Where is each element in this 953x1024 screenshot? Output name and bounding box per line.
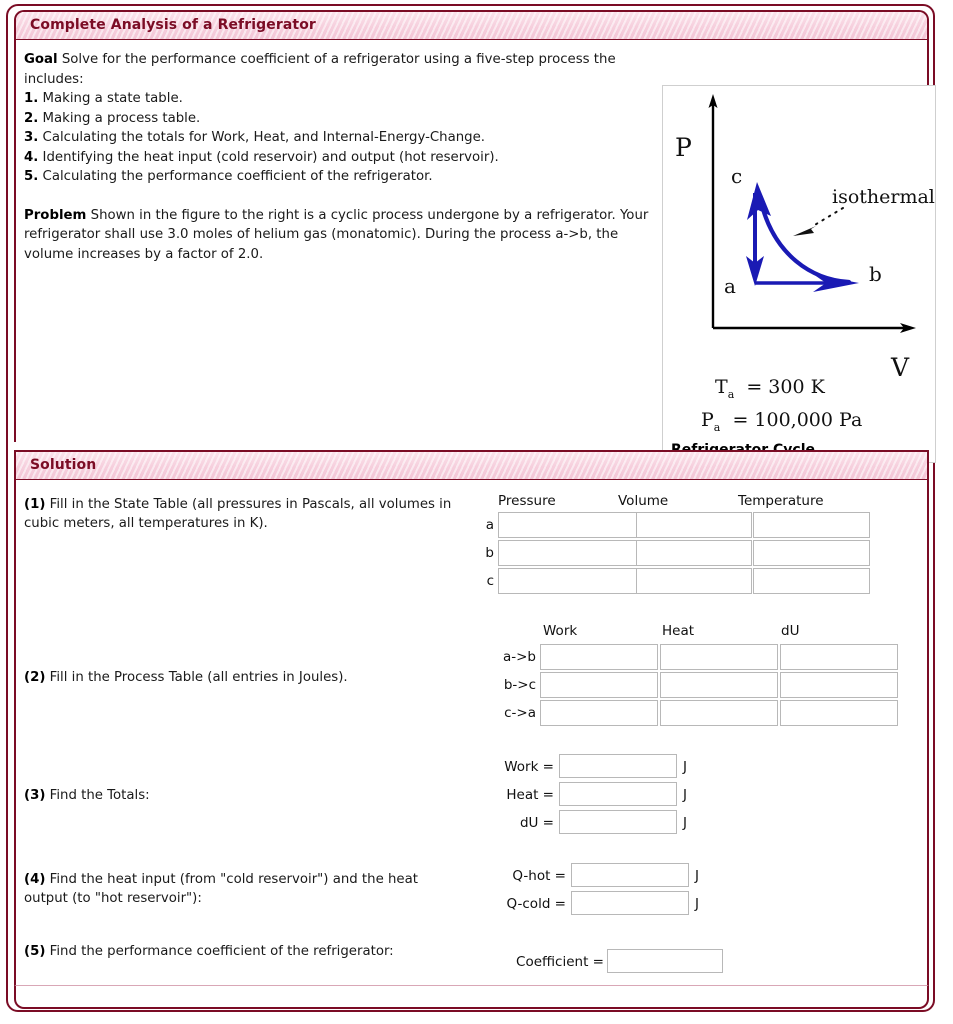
state-table-cell-a-volume[interactable] <box>636 512 752 538</box>
reservoir-input-q-hot[interactable] <box>571 863 689 887</box>
question-2-number: (2) <box>24 670 46 685</box>
goal-step-5-num: 5. <box>24 169 39 184</box>
totals-input-du[interactable] <box>559 810 677 834</box>
goal-text: Solve for the performance coefficient of a refrigerator using a five-step process the includes: <box>24 52 616 87</box>
question-5-number: (5) <box>24 944 46 959</box>
goal-step-1 <box>24 89 649 109</box>
pv-diagram-svg <box>663 86 935 462</box>
process-table-cell-bc-du[interactable] <box>780 672 898 698</box>
goal-step-4 <box>24 148 649 168</box>
question-3-number: (3) <box>24 788 46 803</box>
given-temperature-a <box>715 376 825 401</box>
question-4-text: Find the heat input (from "cold reservoir") and the heat output (to "hot reservoir"): <box>24 872 418 906</box>
goal-step-4-num: 4. <box>24 149 39 165</box>
state-table-cell-c-pressure[interactable] <box>498 568 641 594</box>
solution-panel-header <box>16 452 927 480</box>
totals-label-heat: Heat = <box>506 787 554 803</box>
given-T-value: = 300 K <box>746 376 825 398</box>
coefficient-input[interactable] <box>607 949 723 973</box>
goal-step-5-text: Calculating the performance coefficient of the refrigerator. <box>42 169 433 184</box>
reservoir-input-q-cold[interactable] <box>571 891 689 915</box>
process-table-rowlabel-ab: a->b <box>502 649 536 665</box>
page-footer-bar <box>14 985 929 1009</box>
pv-arrow-b-to-c <box>747 182 771 220</box>
problem-statement <box>24 206 649 265</box>
process-table-cell-ca-work[interactable] <box>540 700 658 726</box>
state-table-header-volume: Volume <box>618 493 669 509</box>
question-4-number: (4) <box>24 872 46 887</box>
pv-isothermal-leader-arrowhead <box>793 226 816 236</box>
pv-point-label-c: c <box>731 164 743 188</box>
totals-input-work[interactable] <box>559 754 677 778</box>
coefficient-label: Coefficient = <box>516 954 604 970</box>
question-2-prompt <box>24 668 464 687</box>
solution-panel-body <box>16 481 927 985</box>
state-table-rowlabel-b: b <box>485 545 494 561</box>
process-table-cell-ab-work[interactable] <box>540 644 658 670</box>
question-1-text: Fill in the State Table (all pressures in Pascals, all volumes in cubic meters, all temperatures in K). <box>24 497 452 531</box>
state-table-cell-c-temperature[interactable] <box>753 568 870 594</box>
state-table-rowlabel-c: c <box>486 573 494 589</box>
question-4-prompt <box>24 870 464 908</box>
process-table-header-work: Work <box>543 623 578 639</box>
totals-input-heat[interactable] <box>559 782 677 806</box>
given-pressure-a <box>701 409 862 434</box>
process-table-cell-ab-du[interactable] <box>780 644 898 670</box>
goal-step-4-text: Identifying the heat input (cold reservoir) and output (hot reservoir). <box>42 149 499 165</box>
pv-x-axis-label: V <box>891 353 910 382</box>
state-table-cell-a-temperature[interactable] <box>753 512 870 538</box>
question-5-text: Find the performance coefficient of the refrigerator: <box>49 944 394 959</box>
pv-diagram-figure <box>662 85 936 463</box>
process-table-cell-ca-heat[interactable] <box>660 700 778 726</box>
question-1-number: (1) <box>24 497 46 512</box>
goal-step-1-text: Making a state table. <box>42 91 183 106</box>
problem-label: Problem <box>24 207 87 223</box>
process-table-rowlabel-bc: b->c <box>503 677 536 693</box>
process-table-header-heat: Heat <box>662 623 695 639</box>
state-table-cell-b-temperature[interactable] <box>753 540 870 566</box>
given-T-subscript: a <box>727 387 735 401</box>
given-P-symbol: P <box>701 409 714 431</box>
totals-unit-work: J <box>683 759 687 775</box>
process-table-rowlabel-ca: c->a <box>504 705 536 721</box>
goal-label: Goal <box>24 52 58 67</box>
pv-isothermal-leader-line <box>813 208 843 226</box>
state-table-cell-b-pressure[interactable] <box>498 540 641 566</box>
reservoir-unit-q-hot: J <box>695 868 699 884</box>
process-table-header-du: dU <box>781 623 800 639</box>
totals-label-work: Work = <box>504 759 554 775</box>
question-1-prompt <box>24 495 464 533</box>
goal-step-3 <box>24 128 649 148</box>
process-table-cell-bc-work[interactable] <box>540 672 658 698</box>
solution-panel <box>14 450 929 985</box>
state-table-rowlabel-a: a <box>485 517 494 533</box>
goal-step-2-text: Making a process table. <box>42 110 201 126</box>
problem-panel-header <box>16 12 927 40</box>
goal-step-1-num: 1. <box>24 91 39 106</box>
given-T-symbol: T <box>715 376 728 398</box>
problem-panel-title: Complete Analysis of a Refrigerator <box>30 17 316 33</box>
state-table-header-temperature: Temperature <box>738 493 824 509</box>
reservoir-unit-q-cold: J <box>695 896 699 912</box>
process-table-cell-ab-heat[interactable] <box>660 644 778 670</box>
question-3-prompt <box>24 786 464 805</box>
goal-step-3-num: 3. <box>24 130 39 145</box>
process-table-cell-ca-du[interactable] <box>780 700 898 726</box>
reservoir-label-q-hot: Q-hot = <box>512 868 566 884</box>
goal-step-5 <box>24 167 649 187</box>
goal-step-2-num: 2. <box>24 110 39 126</box>
state-table-cell-a-pressure[interactable] <box>498 512 641 538</box>
pv-point-label-a: a <box>724 274 736 298</box>
problem-panel-body <box>16 41 935 442</box>
goal-line <box>24 50 649 89</box>
question-5-prompt <box>24 942 424 961</box>
totals-unit-du: J <box>683 815 687 831</box>
question-3-text: Find the Totals: <box>49 788 150 803</box>
process-table-cell-bc-heat[interactable] <box>660 672 778 698</box>
totals-unit-heat: J <box>683 787 687 803</box>
goal-and-problem-text <box>24 50 649 264</box>
pv-point-label-b: b <box>869 262 882 286</box>
given-P-value: = 100,000 Pa <box>732 409 863 431</box>
given-P-subscript: a <box>713 420 721 434</box>
state-table-header-pressure: Pressure <box>498 493 556 509</box>
pv-y-axis-label: P <box>675 133 692 162</box>
text-spacer <box>24 187 649 206</box>
reservoir-label-q-cold: Q-cold = <box>506 896 566 912</box>
pv-isothermal-label: isothermal <box>832 186 935 208</box>
solution-panel-title: Solution <box>30 457 97 473</box>
state-table-cell-b-volume[interactable] <box>636 540 752 566</box>
state-table-cell-c-volume[interactable] <box>636 568 752 594</box>
question-2-text: Fill in the Process Table (all entries in Joules). <box>49 670 348 685</box>
goal-step-2 <box>24 109 649 129</box>
pv-process-b-to-c-isotherm <box>760 198 849 282</box>
totals-label-du: dU = <box>519 815 554 831</box>
problem-panel <box>14 10 935 442</box>
problem-text: Shown in the figure to the right is a cyclic process undergone by a refrigerator. Your refrigerator shall use 3.0 moles of helium gas (monatomic). During the process a->b, the volume increases by a factor of 2.0. <box>24 207 649 262</box>
goal-step-3-text: Calculating the totals for Work, Heat, and Internal-Energy-Change. <box>42 130 486 145</box>
